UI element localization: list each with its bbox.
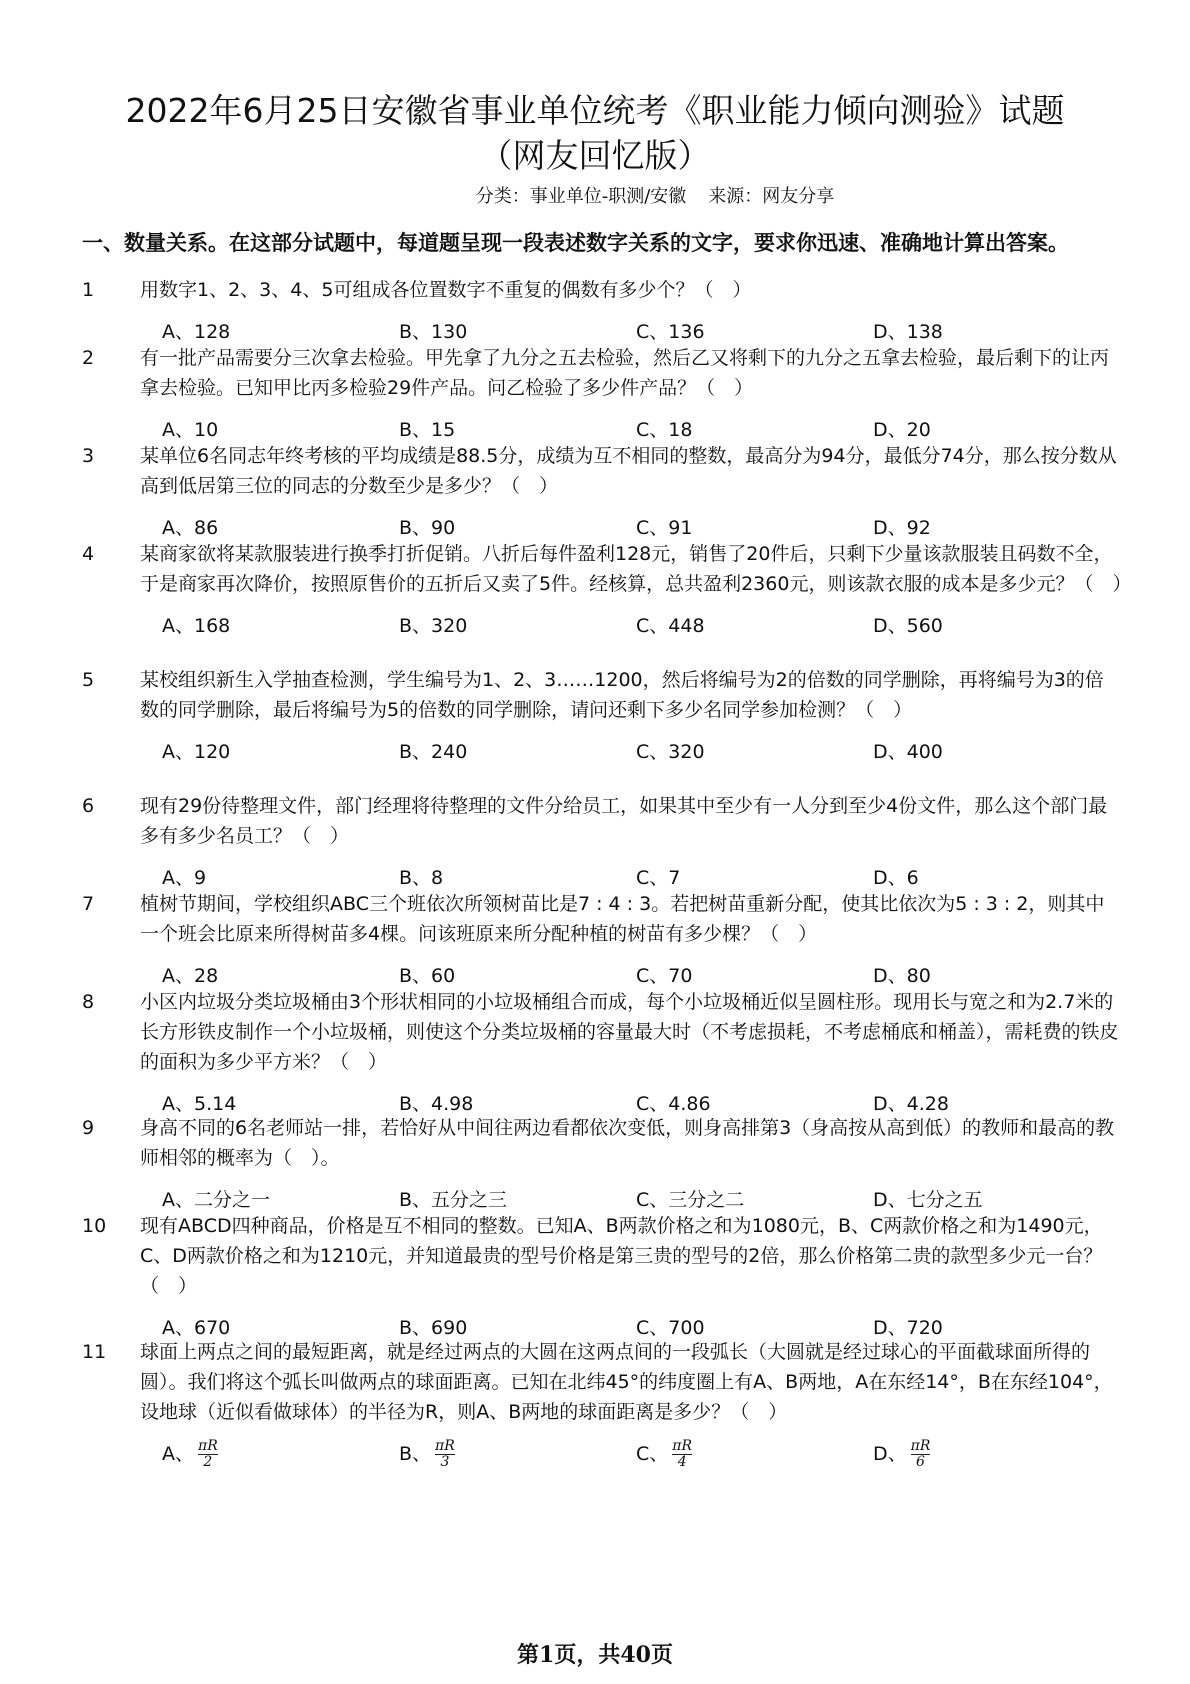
fraction-denominator: 4 — [677, 1454, 687, 1470]
option-b: B、90 — [399, 517, 456, 539]
title-line-1: 2022年6月25日安徽省事业单位统考《职业能力倾向测验》试题 — [125, 91, 1065, 130]
question-11 — [82, 1337, 1122, 1469]
option-d: D、80 — [873, 965, 931, 987]
option-b: B、五分之三 — [399, 1189, 508, 1211]
fraction-numerator: πR — [910, 1438, 931, 1454]
question-text: 某商家欲将某款服装进行换季打折促销。八折后每件盈利128元，销售了20件后，只剩下少量该款服装且码数不全，于是商家再次降价，按照原售价的五折后又卖了5件。经核算，总共盈利2360元，则该款衣服的成本是多少元？（ ） — [140, 543, 1132, 595]
question-number: 3 — [82, 445, 95, 467]
question-text: 球面上两点之间的最短距离，就是经过两点的大圆在这两点间的一段弧长（大圆就是经过球心的平面截球面所得的圆）。我们将这个弧长叫做两点的球面距离。已知在北纬45°的纬度圈上有A、B两地，A在东经14°，B在东经104°，设地球（近似看做球体）的半径为R，则A、B两地的球面距离是多少？（ ） — [140, 1341, 1113, 1423]
option-d: D、4.28 — [873, 1093, 949, 1115]
question-3 — [82, 441, 1122, 543]
category-label: 分类：事业单位-职测/安徽 — [475, 186, 687, 207]
question-options — [162, 611, 1122, 641]
question-number: 11 — [82, 1341, 107, 1363]
question-text: 某单位6名同志年终考核的平均成绩是88.5分，成绩为互不相同的整数，最高分为94分，最低分74分，那么按分数从高到低居第三位的同志的分数至少是多少？（ ） — [140, 445, 1117, 497]
option-b — [399, 1439, 455, 1470]
question-text: 植树节期间，学校组织ABC三个班依次所领树苗比是7 : 4 : 3。若把树苗重新分配，使其比依次为5 : 3 : 2，则其中一个班会比原来所得树苗多4棵。问该班原来所分配种植的树苗有多少棵？（ ） — [140, 893, 1105, 945]
question-9 — [82, 1113, 1122, 1215]
option-c: C、91 — [636, 517, 693, 539]
option-d: D、七分之五 — [873, 1189, 983, 1211]
fraction-denominator: 3 — [440, 1454, 450, 1470]
option-d — [873, 1439, 930, 1470]
fraction-denominator: 6 — [916, 1454, 925, 1470]
question-text: 有一批产品需要分三次拿去检验。甲先拿了九分之五去检验，然后乙又将剩下的九分之五拿去检验，最后剩下的让丙拿去检验。已知甲比丙多检验29件产品。问乙检验了多少件产品？（ ） — [140, 347, 1110, 399]
option-d: D、92 — [873, 517, 931, 539]
option-c: C、320 — [636, 741, 705, 763]
document-meta — [60, 185, 1130, 209]
question-text: 小区内垃圾分类垃圾桶由3个形状相同的小垃圾桶组合而成，每个小垃圾桶近似呈圆柱形。现用长与宽之和为2.7米的长方形铁皮制作一个小垃圾桶，则使这个分类垃圾桶的容量最大时（不考虑损耗，不考虑桶底和桶盖），需耗费的铁皮的面积为多少平方米？（ ） — [140, 991, 1119, 1073]
fraction-numerator: πR — [435, 1438, 455, 1454]
option-b: B、15 — [399, 419, 456, 441]
option-label: C、 — [636, 1443, 669, 1465]
option-d: D、6 — [873, 867, 919, 889]
question-1 — [82, 275, 1122, 347]
option-d: D、20 — [873, 419, 931, 441]
question-10 — [82, 1211, 1122, 1343]
option-d: D、400 — [873, 741, 943, 763]
option-b: B、4.98 — [399, 1093, 474, 1115]
option-a: A、5.14 — [162, 1093, 237, 1115]
option-a: A、28 — [162, 965, 219, 987]
question-8 — [82, 987, 1122, 1119]
option-b: B、8 — [399, 867, 444, 889]
question-options — [162, 737, 1122, 767]
question-2 — [82, 343, 1122, 445]
question-number: 2 — [82, 347, 95, 369]
option-d: D、560 — [873, 615, 943, 637]
question-text: 身高不同的6名老师站一排，若恰好从中间往两边看都依次变低，则身高排第3（身高按从高到低）的教师和最高的教师相邻的概率为（ ）。 — [140, 1117, 1115, 1169]
question-number: 9 — [82, 1117, 95, 1139]
option-b: B、320 — [399, 615, 468, 637]
option-a: A、168 — [162, 615, 231, 637]
fraction-numerator: πR — [672, 1438, 693, 1454]
question-6 — [82, 791, 1122, 893]
option-a: A、86 — [162, 517, 219, 539]
fraction-pi-r-over-6 — [911, 1439, 931, 1470]
option-c: C、三分之二 — [636, 1189, 745, 1211]
question-text: 用数字1、2、3、4、5可组成各位置数字不重复的偶数有多少个？（ ） — [140, 279, 752, 301]
option-c: C、18 — [636, 419, 693, 441]
option-a: A、120 — [162, 741, 231, 763]
fraction-denominator: 2 — [203, 1454, 213, 1470]
option-b: B、240 — [399, 741, 468, 763]
option-c: C、136 — [636, 321, 705, 343]
fraction-pi-r-over-3 — [435, 1439, 455, 1470]
option-a: A、10 — [162, 419, 219, 441]
option-c — [636, 1439, 692, 1470]
title-line-2: （网友回忆版） — [479, 136, 711, 175]
option-b: B、60 — [399, 965, 456, 987]
question-number: 6 — [82, 795, 95, 817]
option-b: B、690 — [399, 1317, 468, 1339]
option-c: C、700 — [636, 1317, 705, 1339]
section-heading: 一、数量关系。在这部分试题中，每道题呈现一段表述数字关系的文字，要求你迅速、准确地计算出答案。 — [82, 231, 1069, 255]
fraction-pi-r-over-4 — [672, 1439, 692, 1470]
option-c: C、70 — [636, 965, 693, 987]
question-number: 1 — [82, 279, 95, 301]
question-number: 7 — [82, 893, 95, 915]
question-7 — [82, 889, 1122, 991]
question-text: 现有ABCD四种商品，价格是互不相同的整数。已知A、B两款价格之和为1080元，B、C两款价格之和为1490元，C、D两款价格之和为1210元，并知道最贵的型号价格是第三贵的型号的2倍，那么价格第二贵的款型多少元一台？（ ） — [140, 1215, 1103, 1297]
fraction-numerator: πR — [198, 1438, 218, 1454]
source-label: 来源：网友分享 — [708, 186, 835, 207]
question-number: 5 — [82, 669, 95, 691]
question-4 — [82, 539, 1132, 641]
option-c: C、7 — [636, 867, 681, 889]
option-label: B、 — [399, 1443, 432, 1465]
document-title — [60, 88, 1130, 178]
option-a: A、670 — [162, 1317, 231, 1339]
question-number: 4 — [82, 543, 95, 565]
option-b: B、130 — [399, 321, 468, 343]
option-d: D、138 — [873, 321, 943, 343]
question-5 — [82, 665, 1122, 767]
question-text: 某校组织新生入学抽查检测，学生编号为1、2、3……1200，然后将编号为2的倍数的同学删除，再将编号为3的倍数的同学删除，最后将编号为5的倍数的同学删除，请问还剩下多少名同学参加检测？（ ） — [140, 669, 1104, 721]
question-options — [162, 1439, 1122, 1469]
option-label: D、 — [873, 1443, 907, 1465]
option-d: D、720 — [873, 1317, 943, 1339]
option-c: C、4.86 — [636, 1093, 711, 1115]
option-a: A、128 — [162, 321, 231, 343]
question-text: 现有29份待整理文件，部门经理将待整理的文件分给员工，如果其中至少有一人分到至少4份文件，那么这个部门最多有多少名员工？（ ） — [140, 795, 1108, 847]
option-a: A、9 — [162, 867, 207, 889]
option-a — [162, 1439, 218, 1470]
page-footer: 第1页，共40页 — [517, 1642, 673, 1668]
question-number: 10 — [82, 1215, 107, 1237]
fraction-pi-r-over-2 — [198, 1439, 218, 1470]
option-label: A、 — [162, 1443, 194, 1465]
question-number: 8 — [82, 991, 95, 1013]
option-c: C、448 — [636, 615, 705, 637]
option-a: A、二分之一 — [162, 1189, 270, 1211]
